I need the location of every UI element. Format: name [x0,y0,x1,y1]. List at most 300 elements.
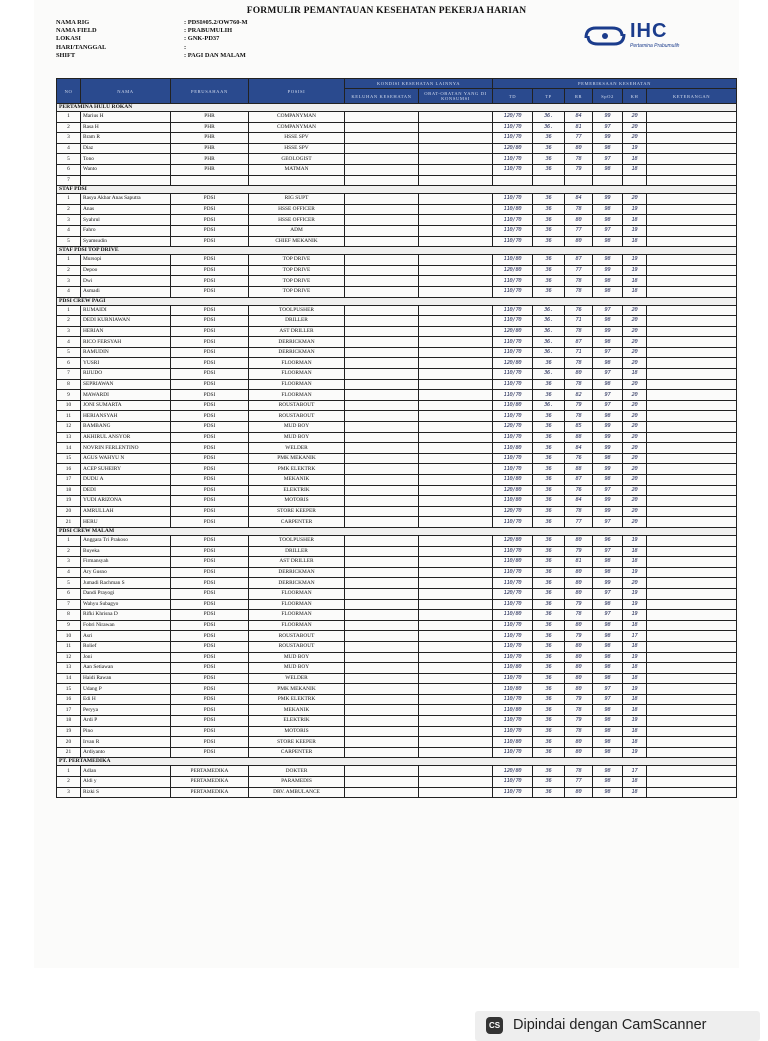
cell-keluhan [345,204,419,215]
cell-no: 8 [57,610,81,621]
table-row [57,578,737,589]
cell-keluhan [345,236,419,247]
cell-keluhan [345,358,419,369]
cell-keluhan [345,673,419,684]
table-row [57,652,737,663]
cell-rr: 79 [565,400,593,411]
cell-keterangan [647,265,737,276]
cell-kh: 17 [623,631,647,642]
cell-keluhan [345,175,419,186]
cell-no: 1 [57,766,81,777]
cell-keterangan [647,631,737,642]
cell-rr: 78 [565,358,593,369]
cell-kh: 19 [623,652,647,663]
cell-spo2: 98 [593,737,623,748]
cell-perusahaan: PDSI [171,535,249,546]
cell-tp: 36 [533,133,565,144]
cell-keterangan [647,432,737,443]
cell-keterangan [647,610,737,621]
cell-spo2: 98 [593,747,623,758]
cell-td: 110/70 [493,337,533,348]
cell-no: 10 [57,400,81,411]
cell-perusahaan: PDSI [171,599,249,610]
cell-perusahaan: PDSI [171,276,249,287]
cell-td: 120/70 [493,588,533,599]
cell-no: 17 [57,705,81,716]
table-row [57,599,737,610]
cell-no: 10 [57,631,81,642]
cell-perusahaan: PHR [171,143,249,154]
info-value: : PAGI DAN MALAM [184,51,246,59]
cell-nama: Edi H [81,694,171,705]
cell-posisi: GEOLOGIST [249,154,345,165]
cell-obat [419,255,493,266]
cell-keluhan [345,453,419,464]
cell-tp: 36. [533,305,565,316]
cell-keluhan [345,485,419,496]
cell-rr: 78 [565,326,593,337]
cell-no: 2 [57,777,81,788]
cell-keterangan [647,546,737,557]
cell-obat [419,663,493,674]
info-row [56,19,384,27]
cell-keterangan [647,787,737,798]
cell-no: 20 [57,737,81,748]
cell-perusahaan: PDSI [171,485,249,496]
cell-td: 110/70 [493,641,533,652]
cell-rr: 87 [565,255,593,266]
cell-spo2: 97 [593,154,623,165]
cell-spo2: 98 [593,286,623,297]
cell-posisi: HSSE SPV [249,133,345,144]
cell-perusahaan: PDSI [171,673,249,684]
cell-spo2: 98 [593,276,623,287]
cell-td: 120/80 [493,535,533,546]
cell-td: 110/70 [493,286,533,297]
cell-posisi: MOTORIS [249,496,345,507]
cell-keluhan [345,265,419,276]
cell-tp: 36 [533,464,565,475]
cell-td: 110/70 [493,316,533,327]
cell-tp: 36 [533,726,565,737]
cell-spo2: 98 [593,641,623,652]
cell-perusahaan: PDSI [171,716,249,727]
cell-spo2: 99 [593,326,623,337]
cell-kh: 19 [623,535,647,546]
cell-posisi: DRILLER [249,546,345,557]
cell-kh: 20 [623,432,647,443]
cell-obat [419,726,493,737]
cell-no: 16 [57,464,81,475]
cell-posisi: ELEKTRIK [249,485,345,496]
cell-rr: 80 [565,236,593,247]
cell-spo2: 99 [593,506,623,517]
cell-rr: 78 [565,286,593,297]
cell-tp: 36 [533,204,565,215]
cell-posisi: ROUSTABOUT [249,411,345,422]
info-label: NAMA RIG [56,19,90,26]
cell-kh: 19 [623,684,647,695]
cell-kh: 19 [623,716,647,727]
cell-td: 110/70 [493,716,533,727]
header-obat: OBAT-OBATAN YANG DI KONSUMSI [419,89,493,104]
cell-perusahaan: PDSI [171,347,249,358]
group-header-row [57,104,737,112]
cell-no: 1 [57,112,81,123]
table-row [57,443,737,454]
cell-perusahaan: PHR [171,122,249,133]
cell-td: 120/80 [493,766,533,777]
cell-rr: 80 [565,787,593,798]
cell-obat [419,400,493,411]
cell-tp: 36 [533,567,565,578]
cell-nama: Bram R [81,133,171,144]
group-name: STAF PDSI TOP DRIVE [57,247,737,255]
cell-rr [565,175,593,186]
cell-posisi: AST DRILLER [249,326,345,337]
cell-perusahaan [171,175,249,186]
cell-obat [419,475,493,486]
cell-perusahaan: PDSI [171,379,249,390]
header-tp: TP [533,89,565,104]
cell-spo2: 97 [593,546,623,557]
cell-obat [419,578,493,589]
cell-keterangan [647,766,737,777]
cell-nama: HERIAN [81,326,171,337]
cell-obat [419,443,493,454]
cell-nama: Ary Gusno [81,567,171,578]
cell-perusahaan: PDSI [171,225,249,236]
cell-posisi: ADM [249,225,345,236]
cell-kh: 18 [623,164,647,175]
cell-kh: 19 [623,204,647,215]
table-row [57,390,737,401]
cell-obat [419,694,493,705]
cell-obat [419,432,493,443]
cell-nama: Aan Setiawan [81,663,171,674]
cell-posisi: MOTORIS [249,726,345,737]
cell-td: 110/80 [493,496,533,507]
cell-no: 12 [57,652,81,663]
cell-nama: Firmansyah [81,557,171,568]
cell-no: 1 [57,535,81,546]
cell-nama: Anas [81,204,171,215]
cell-perusahaan: PHR [171,164,249,175]
cell-obat [419,112,493,123]
cell-spo2: 98 [593,777,623,788]
cell-tp: 36 [533,225,565,236]
cell-rr: 87 [565,475,593,486]
cell-spo2: 99 [593,443,623,454]
cell-obat [419,215,493,226]
cell-td: 110/70 [493,464,533,475]
cell-perusahaan: PDSI [171,737,249,748]
cell-keterangan [647,316,737,327]
cell-nama: Tono [81,154,171,165]
group-header-row [57,297,737,305]
cell-keterangan [647,347,737,358]
cell-no: 19 [57,726,81,737]
cell-rr: 80 [565,369,593,380]
cell-keluhan [345,133,419,144]
cell-keterangan [647,286,737,297]
cell-posisi: MUD BOY [249,432,345,443]
cell-posisi: STORE KEEPER [249,737,345,748]
cell-no: 6 [57,164,81,175]
cell-posisi: FLOORMAN [249,369,345,380]
cell-obat [419,777,493,788]
cell-rr: 84 [565,496,593,507]
cell-posisi: TOOLPUSHER [249,305,345,316]
cell-tp: 36 [533,411,565,422]
cell-spo2: 98 [593,379,623,390]
cell-obat [419,379,493,390]
cell-nama: Adlan [81,766,171,777]
cell-spo2: 99 [593,194,623,205]
group-name: PT. PERTAMEDIKA [57,758,737,766]
info-label: HARI/TANGGAL [56,43,107,51]
camscanner-text: Dipindai dengan CamScanner [513,1017,707,1033]
cell-keterangan [647,747,737,758]
cell-spo2: 98 [593,599,623,610]
cell-no: 4 [57,286,81,297]
cell-rr: 71 [565,316,593,327]
group-name: STAF PDSI [57,186,737,194]
cell-tp: 36 [533,588,565,599]
cell-tp: 36 [533,453,565,464]
cell-nama: Wahyu Subagyo [81,599,171,610]
table-row [57,194,737,205]
cell-spo2: 97 [593,684,623,695]
cell-keterangan [647,485,737,496]
cell-nama: RAMUDIN [81,347,171,358]
info-row [56,44,384,52]
table-header [57,79,737,104]
cell-obat [419,175,493,186]
cell-nama [81,175,171,186]
cell-td: 110/70 [493,567,533,578]
cell-obat [419,641,493,652]
cell-kh: 20 [623,506,647,517]
table-row [57,663,737,674]
cell-nama: Rifki Khrisna D [81,610,171,621]
cell-perusahaan: PDSI [171,215,249,226]
cell-keluhan [345,787,419,798]
cell-posisi: DOKTER [249,766,345,777]
cell-tp: 36 [533,443,565,454]
cell-posisi: MEKANIK [249,705,345,716]
cell-spo2: 97 [593,610,623,621]
cell-spo2: 98 [593,766,623,777]
cell-tp: 36 [533,652,565,663]
cell-td: 110/70 [493,369,533,380]
cell-tp: 36 [533,747,565,758]
cell-nama: Irvan R [81,737,171,748]
cell-spo2: 98 [593,358,623,369]
cell-keterangan [647,337,737,348]
cell-keterangan [647,326,737,337]
cell-spo2: 98 [593,567,623,578]
cell-nama: AKHIRUL ANSYOR [81,432,171,443]
table-row [57,379,737,390]
cell-td: 110/80 [493,663,533,674]
cell-no: 2 [57,122,81,133]
cell-keluhan [345,337,419,348]
cell-td: 110/70 [493,578,533,589]
cell-spo2: 97 [593,588,623,599]
cell-td: 120/80 [493,326,533,337]
cell-kh: 18 [623,620,647,631]
cell-nama: Peryya [81,705,171,716]
cell-nama: DEDI KURNIAWAN [81,316,171,327]
logo-subtitle: Pertamina Prabumulih [630,43,680,49]
cell-keterangan [647,369,737,380]
cell-td: 110/70 [493,236,533,247]
ihc-logo-icon [582,22,628,50]
cell-keterangan [647,464,737,475]
cell-nama: RIJUDO [81,369,171,380]
table-row [57,631,737,642]
ihc-logo [582,20,732,52]
cell-keluhan [345,694,419,705]
cell-kh: 20 [623,485,647,496]
info-row [56,27,384,35]
cell-kh: 18 [623,777,647,788]
cell-posisi: TOP DRIVE [249,286,345,297]
cell-perusahaan: PDSI [171,400,249,411]
cell-no: 19 [57,496,81,507]
cell-obat [419,787,493,798]
cell-tp: 36 [533,620,565,631]
cell-tp [533,175,565,186]
cell-keterangan [647,422,737,433]
cell-kh: 18 [623,641,647,652]
cell-keterangan [647,535,737,546]
cell-rr: 84 [565,194,593,205]
cell-no: 1 [57,305,81,316]
cell-nama: Fahro [81,225,171,236]
cell-rr: 78 [565,411,593,422]
cell-kh: 19 [623,225,647,236]
cell-perusahaan: PERTAMEDIKA [171,787,249,798]
cell-nama: Buyeka [81,546,171,557]
table-row [57,276,737,287]
cell-spo2: 97 [593,225,623,236]
cell-kh: 18 [623,369,647,380]
cell-no: 6 [57,358,81,369]
cell-perusahaan: PDSI [171,663,249,674]
cell-perusahaan: PDSI [171,496,249,507]
cell-tp: 36 [533,535,565,546]
cell-keterangan [647,652,737,663]
cell-no: 4 [57,337,81,348]
cell-keterangan [647,390,737,401]
cell-nama: ACEP SUHEIRY [81,464,171,475]
cell-perusahaan: PDSI [171,358,249,369]
cell-rr: 78 [565,766,593,777]
info-label: SHIFT [56,51,76,59]
cell-tp: 36 [533,143,565,154]
cell-perusahaan: PDSI [171,265,249,276]
cell-keluhan [345,631,419,642]
cell-spo2: 97 [593,390,623,401]
cell-td: 110/70 [493,517,533,528]
cell-keterangan [647,164,737,175]
cell-keluhan [345,535,419,546]
cell-obat [419,631,493,642]
cell-rr: 80 [565,684,593,695]
cell-tp: 36 [533,673,565,684]
cell-nama: YUDI ARIZONA [81,496,171,507]
cell-rr: 85 [565,422,593,433]
table-row [57,673,737,684]
table-row [57,316,737,327]
cell-keluhan [345,716,419,727]
cell-rr: 79 [565,164,593,175]
cell-kh: 18 [623,557,647,568]
cell-keterangan [647,112,737,123]
table-row [57,164,737,175]
cell-keluhan [345,546,419,557]
cell-perusahaan: PDSI [171,641,249,652]
cell-td: 110/70 [493,673,533,684]
cell-rr: 80 [565,215,593,226]
cell-rr: 77 [565,133,593,144]
cell-keluhan [345,496,419,507]
cell-tp: 36 [533,694,565,705]
cell-obat [419,705,493,716]
cell-td: 110/70 [493,747,533,758]
cell-td: 110/70 [493,453,533,464]
cell-tp: 36 [533,716,565,727]
header-nama: NAMA [81,79,171,104]
cell-keterangan [647,475,737,486]
cell-posisi: ROUSTABOUT [249,641,345,652]
cell-obat [419,747,493,758]
table-row [57,175,737,186]
cell-rr: 80 [565,747,593,758]
cell-tp: 36 [533,236,565,247]
cell-keluhan [345,506,419,517]
cell-obat [419,225,493,236]
cell-nama: Marius H [81,112,171,123]
cell-kh: 19 [623,265,647,276]
cell-keluhan [345,379,419,390]
cell-posisi: MUD BOY [249,652,345,663]
cell-td: 120/70 [493,422,533,433]
cell-td: 110/70 [493,133,533,144]
cell-nama: Wanto [81,164,171,175]
cell-rr: 78 [565,379,593,390]
cell-rr: 78 [565,705,593,716]
cell-nama: MAWARDI [81,390,171,401]
table-row [57,432,737,443]
info-value: : [184,43,187,51]
cell-kh: 17 [623,766,647,777]
cell-nama: Jumadi Rachman S [81,578,171,589]
cell-perusahaan: PDSI [171,432,249,443]
cell-no: 21 [57,747,81,758]
cell-obat [419,485,493,496]
cell-keluhan [345,663,419,674]
cell-tp: 36 [533,631,565,642]
table-row [57,236,737,247]
cell-perusahaan: PDSI [171,652,249,663]
cell-keluhan [345,557,419,568]
cell-kh: 18 [623,215,647,226]
cell-posisi: FLOORMAN [249,620,345,631]
cell-obat [419,122,493,133]
